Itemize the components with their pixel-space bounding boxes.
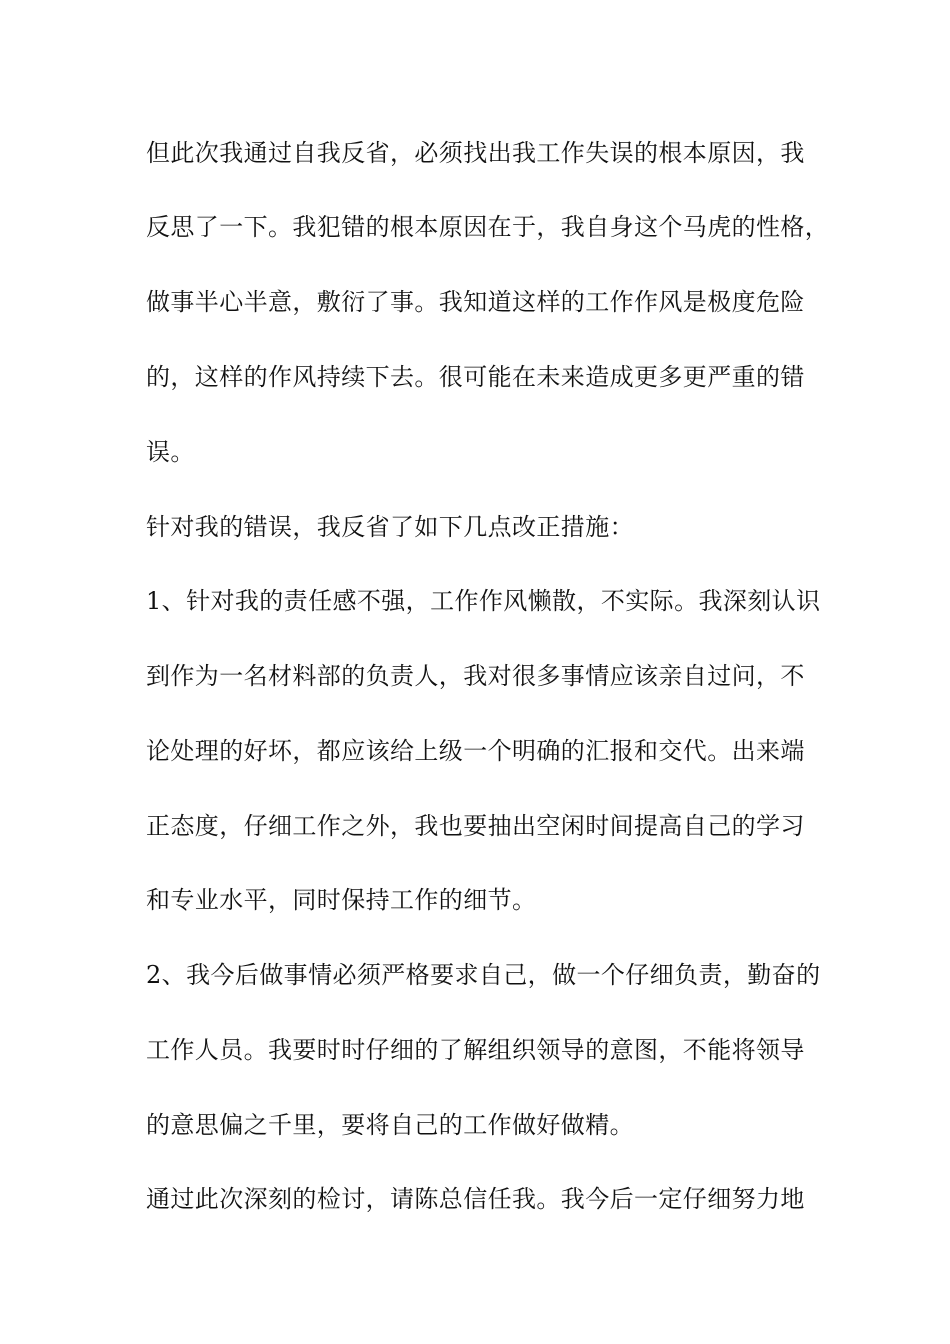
paragraph-line: 2、我今后做事情必须严格要求自己，做一个仔细负责，勤奋的: [146, 961, 821, 989]
paragraph-line: 论处理的好坏，都应该给上级一个明确的汇报和交代。出来端: [146, 737, 805, 765]
paragraph-line: 和专业水平，同时保持工作的细节。: [146, 886, 537, 914]
paragraph-line: 做事半心半意，敷衍了事。我知道这样的工作作风是极度危险: [146, 288, 805, 316]
paragraph-line: 1、针对我的责任感不强，工作作风懒散，不实际。我深刻认识: [146, 587, 821, 615]
paragraph-line: 到作为一名材料部的负责人，我对很多事情应该亲自过问，不: [146, 662, 805, 690]
paragraph-line: 反思了一下。我犯错的根本原因在于，我自身这个马虎的性格，: [146, 213, 830, 241]
paragraph-line: 误。: [146, 438, 195, 466]
paragraph-line: 的意思偏之千里，要将自己的工作做好做精。: [146, 1111, 634, 1139]
paragraph-line: 工作人员。我要时时仔细的了解组织领导的意图，不能将领导: [146, 1036, 805, 1064]
paragraph-line: 但此次我通过自我反省，必须找出我工作失误的根本原因，我: [146, 139, 805, 167]
paragraph-line: 正态度，仔细工作之外，我也要抽出空闲时间提高自己的学习: [146, 812, 805, 840]
paragraph-line: 通过此次深刻的检讨，请陈总信任我。我今后一定仔细努力地: [146, 1185, 805, 1213]
paragraph-line: 的，这样的作风持续下去。很可能在未来造成更多更严重的错: [146, 363, 805, 391]
paragraph-line: 针对我的错误，我反省了如下几点改正措施：: [146, 513, 634, 541]
